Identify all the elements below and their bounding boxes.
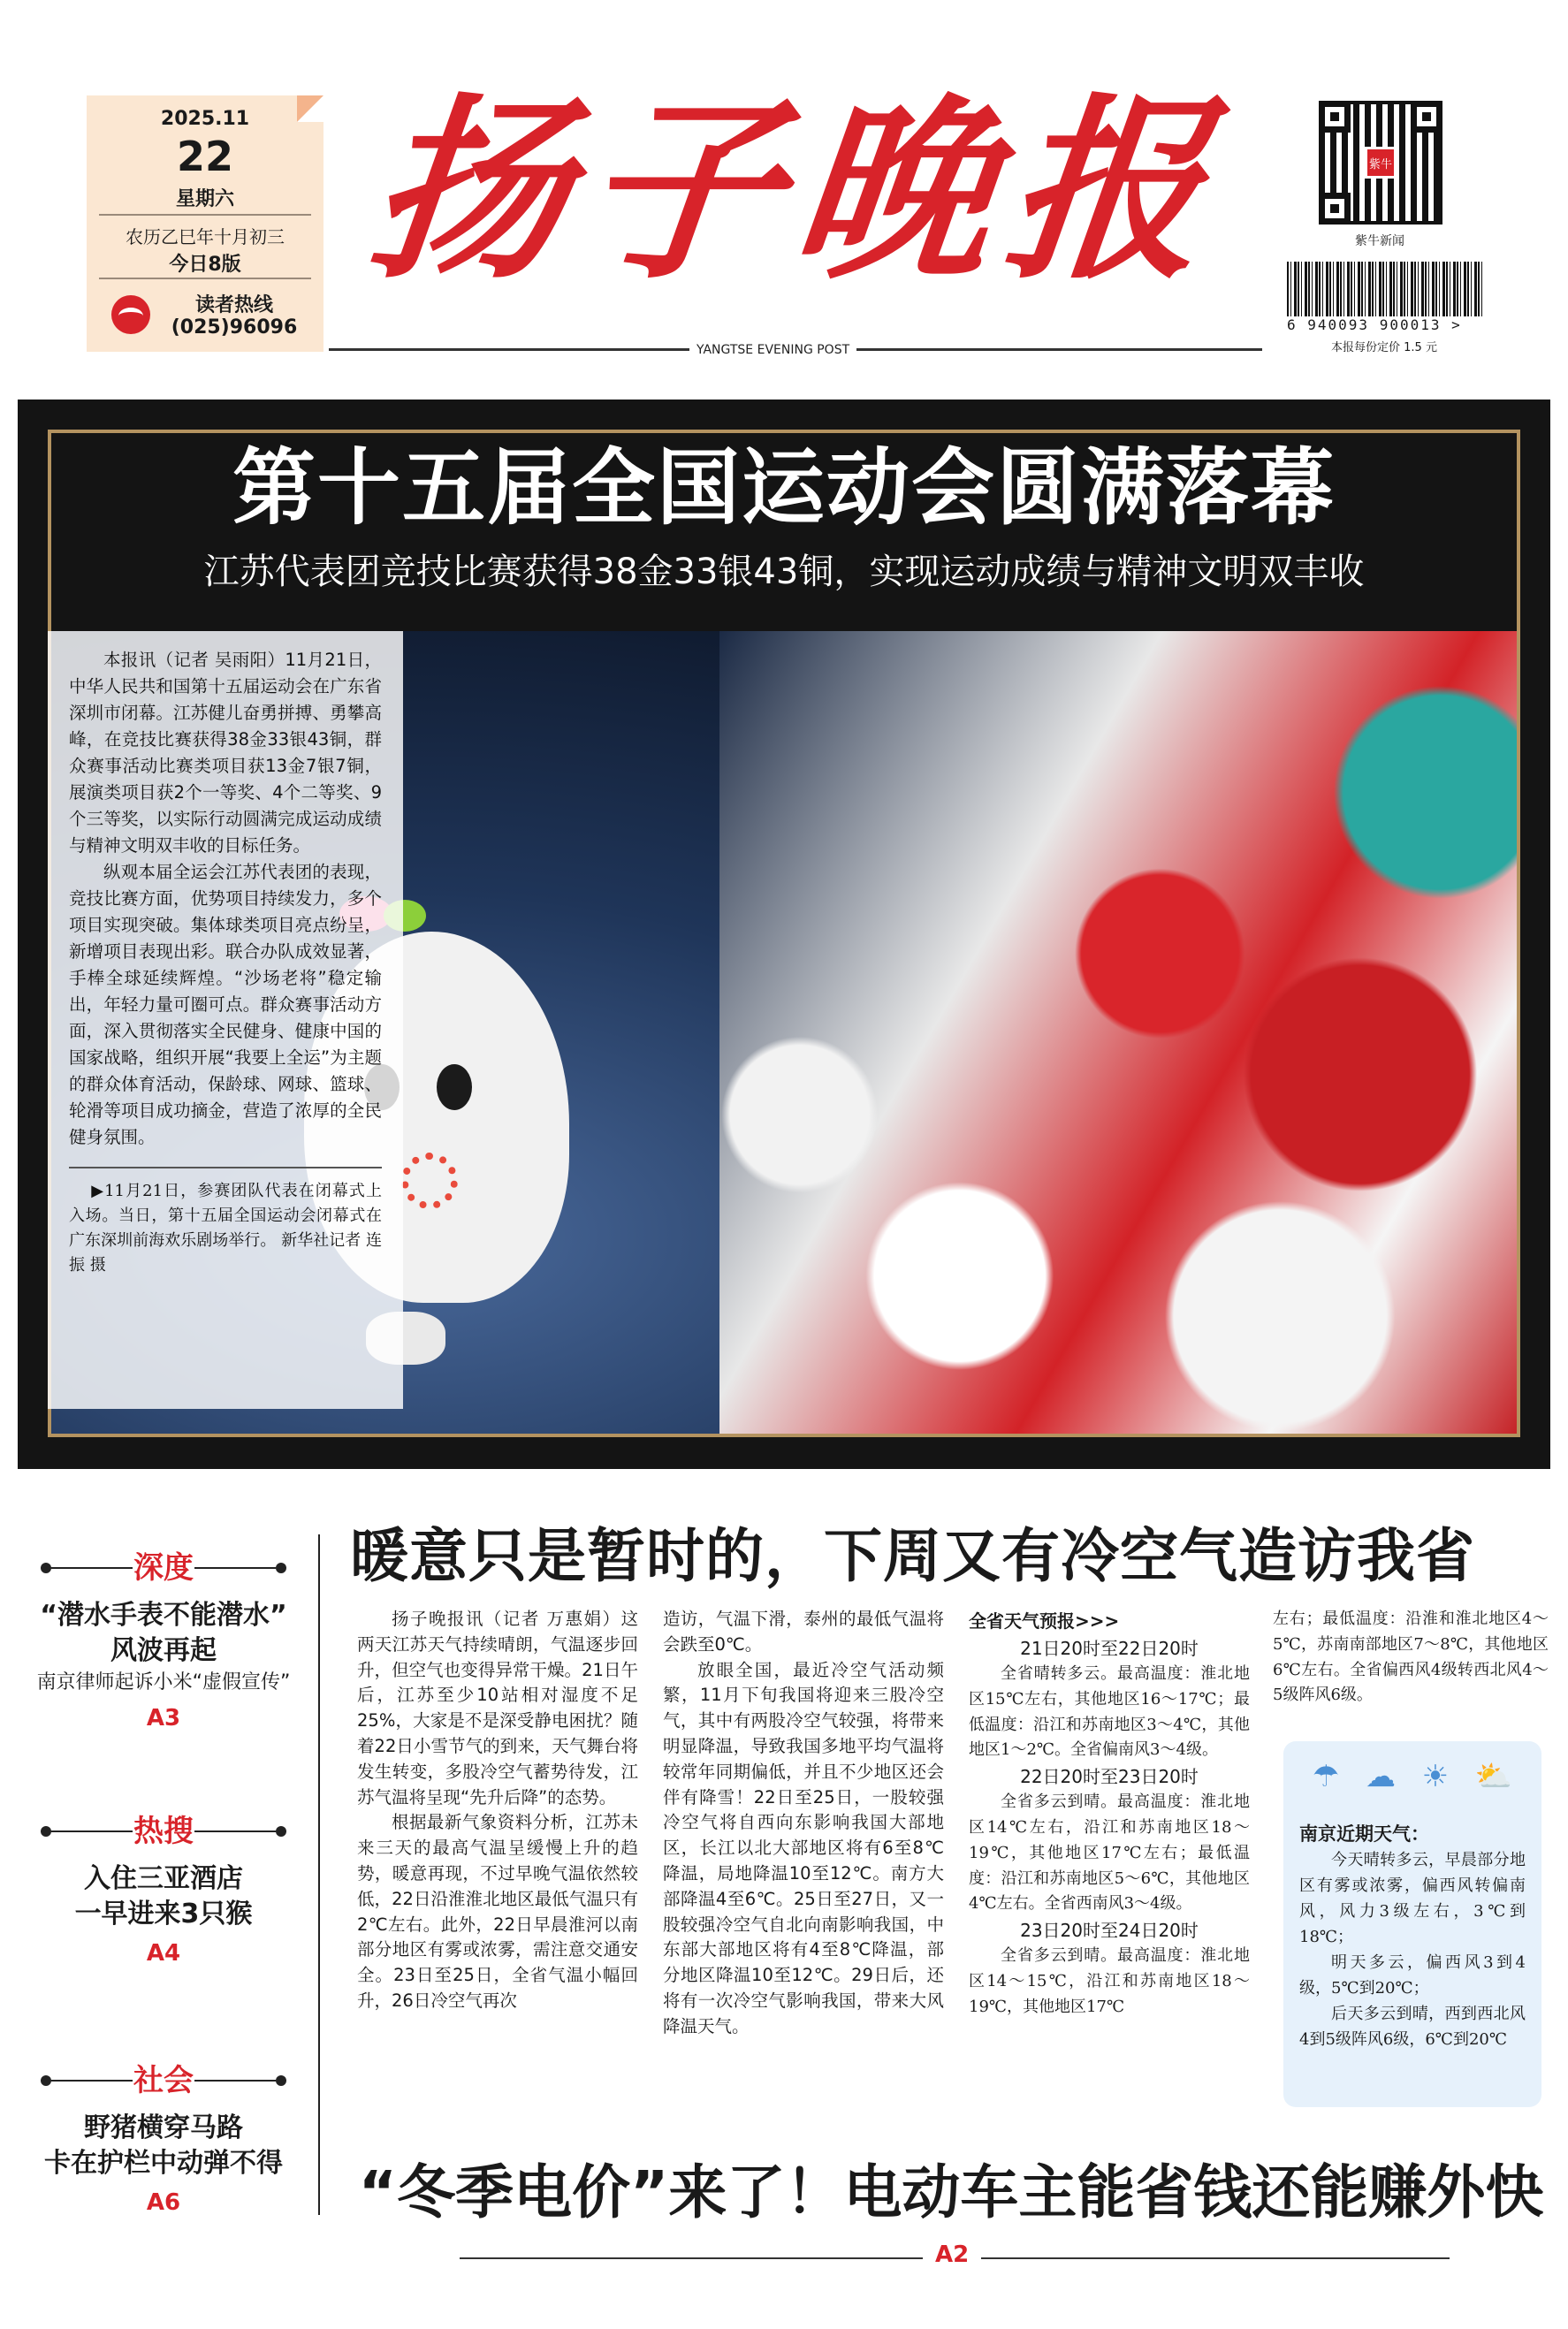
sun-icon: ☀ — [1421, 1759, 1450, 1794]
teaser-depth[interactable] — [18, 1549, 309, 1736]
forecast-text: 全省多云到晴。最高温度：淮北地区14～15℃，沿江和苏南地区18～19℃，其他地区17℃ — [969, 1946, 1250, 2016]
dot-icon — [276, 2075, 286, 2086]
hero-article-text — [48, 631, 403, 1409]
forecast-heading: 全省天气预报>>> — [969, 1610, 1120, 1632]
barcode-number: 6 940093 900013 > — [1287, 316, 1462, 333]
qr-marker — [1319, 101, 1351, 133]
story-column-2 — [663, 1607, 944, 2040]
dash — [194, 2080, 276, 2082]
forecast-period: 22日20时至23日20时 — [1020, 1766, 1199, 1788]
date-year-month: 2025.11 — [160, 108, 250, 130]
weather-day: 今天晴转多云，早晨部分地区有雾或浓雾，偏西风转偏南风，风力3级左右，3℃到18℃； — [1299, 1851, 1526, 1946]
dash — [51, 1567, 133, 1569]
section-tag-row — [18, 1812, 309, 1851]
section-tag-row — [18, 2061, 309, 2100]
cloud-sun-icon: ⛅ — [1474, 1759, 1513, 1794]
teaser-subtitle: 南京律师起诉小米“虚假宣传” — [36, 1671, 291, 1693]
teaser-title: 卡在护栏中动弹不得 — [44, 2148, 283, 2179]
forecast-period: 21日20时至22日20时 — [1020, 1638, 1199, 1659]
forecast-period: 23日20时至24日20时 — [1020, 1920, 1199, 1942]
forecast-column — [969, 1607, 1250, 2021]
date-day: 22 — [176, 133, 233, 180]
hero-story[interactable] — [18, 400, 1550, 1469]
article-paragraph: 放眼全国，最近冷空气活动频繁，11月下旬我国将迎来三股冷空气，其中有两股冷空气较强，将带来明显降温，导致我国多地平均气温将较常年同期偏低，并且不少地区还会伴有降雪！22日至25日，一股较强冷空气将自西向东影响我国大部地区，长江以北大部地区将有6至8℃降温，局地降温10至12℃。南方大部降温4至6℃。25日至27日，又一股较强冷空气自北向南影响我国，中东部大部地区将有4至8℃降温，部分地区降温10至12℃。29日后，还将有一次冷空气影响我国，带来大风降温天气。 — [663, 1659, 944, 2036]
article-paragraph: 根据最新气象资料分析，江苏未来三天的最高气温呈缓慢上升的趋势，暖意再现，不过早晚气温依然较低，22日沿淮淮北地区最低气温只有2℃左右。此外，22日早晨淮河以南部分地区有雾或浓雾，需注意交通安全。23日至25日，全省气温小幅回升，26日冷空气再次 — [357, 1812, 638, 2011]
forecast-text: 全省晴转多云。最高温度：淮北地区15℃左右，其他地区16～17℃；最低温度：沿江和苏南地区3～4℃，其他地区1～2℃。全省偏南风3～4级。 — [969, 1664, 1250, 1760]
qr-label: 紫牛新闻 — [1355, 234, 1404, 248]
dot-icon — [41, 1826, 51, 1837]
story-column-1 — [357, 1607, 638, 2014]
column-divider — [318, 1534, 320, 2215]
article-paragraph: 纵观本届全运会江苏代表团的表现，竞技比赛方面，优势项目持续发力，多个项目实现突破。集体球类项目亮点纷呈，新增项目表现出彩。联合办队成效显著，手棒全球延续辉煌。“沙场老将”稳定输出，年轻力量可圈可点。群众赛事活动方面，深入贯彻落实全民健身、健康中国的国家战略，组织开展“我要上全运”为主题的群众体育活动，保龄球、网球、篮球、轮滑等项目成功摘金，营造了浓厚的全民健身氛围。 — [69, 862, 382, 1147]
teaser-title: 入住三亚酒店 — [84, 1863, 243, 1894]
hotline-logo-icon — [111, 295, 150, 334]
dot-icon — [276, 1826, 286, 1837]
barcode-icon — [1287, 262, 1485, 316]
hero-subheadline: 江苏代表团竞技比赛获得38金33银43铜，实现运动成绩与精神文明双丰收 — [203, 552, 1365, 592]
article-paragraph: 扬子晚报讯（记者 万惠娟）这两天江苏天气持续晴朗，气温逐步回升，但空气也变得异常干燥。21日午后，江苏至少10站相对湿度不足25%，大家是不是深受静电困扰？随着22日小雪节气的到来，天气舞台将发生转变，多股冷空气蓄势待发，江苏气温将呈现“先升后降”的态势。 — [357, 1609, 638, 1808]
nanjing-weather-box — [1283, 1741, 1541, 2107]
dash — [194, 1830, 276, 1832]
dot-icon — [276, 1563, 286, 1573]
cloud-rain-icon: ☁ — [1365, 1759, 1396, 1794]
section-tag: 热搜 — [133, 1814, 194, 1849]
teaser-title: “潜水手表不能潜水” — [40, 1600, 287, 1631]
article-paragraph: 本报讯（记者 吴雨阳）11月21日，中华人民共和国第十五届运动会在广东省深圳市闭幕。江苏健儿奋勇拼搏、勇攀高峰，在竞技比赛获得38金33银43铜，群众赛事活动比赛类项目获13金7银7铜，展演类项目获2个一等奖、4个二等奖、9个三等奖，以实际行动圆满完成运动成绩与精神文明双丰收的目标任务。 — [69, 650, 382, 856]
lunar-date: 农历乙巳年十月初三 — [126, 226, 285, 247]
weather-day: 后天多云到晴，西到西北风4到5级阵风6级，6℃到20℃ — [1299, 2005, 1526, 2049]
hero-headline[interactable]: 第十五届全国运动会圆满落幕 — [232, 440, 1336, 537]
page-ref[interactable]: A2 — [923, 2241, 981, 2268]
page-ref[interactable]: A6 — [146, 2189, 181, 2216]
page-ref[interactable]: A4 — [146, 1940, 181, 1967]
teaser-society[interactable] — [18, 2061, 309, 2220]
weekday: 星期六 — [175, 188, 234, 210]
forecast-text: 全省多云到晴。最高温度：淮北地区14℃左右，沿江和苏南地区18～19℃，其他地区17℃左右；最低温度：沿江和苏南地区5～6℃，其他地区4℃左右。全省西南风3～4级。 — [969, 1792, 1250, 1914]
qr-marker — [1411, 101, 1442, 133]
hotline-label: 读者热线 — [194, 294, 273, 316]
qr-code-icon[interactable] — [1319, 101, 1442, 225]
dash — [194, 1567, 276, 1569]
photo-caption: ▶11月21日，参赛团队代表在闭幕式上入场。当日，第十五届全国运动会闭幕式在广东深圳前海欢乐剧场举行。 新华社记者 连振 摄 — [69, 1182, 382, 1275]
forecast-text: 左右；最低温度：沿淮和淮北地区4～5℃，苏南南部地区7～8℃，其他地区6℃左右。全省偏西风4级转西北风4～5级阵风6级。 — [1273, 1610, 1549, 1705]
story-headline[interactable]: 暖意只是暂时的，下周又有冷空气造访我省 — [350, 1522, 1475, 1590]
edition-count: 今日8版 — [169, 254, 241, 276]
hotline-number: (025)96096 — [171, 316, 298, 339]
dash — [51, 1830, 133, 1832]
bottom-headline[interactable]: “冬季电价”来了！电动车主能省钱还能赚外快 — [358, 2158, 1544, 2226]
teaser-trending[interactable] — [18, 1812, 309, 1971]
price: 本报每份定价 1.5 元 — [1331, 341, 1437, 354]
weather-icons — [1299, 1754, 1526, 1800]
divider — [69, 1167, 382, 1168]
teaser-title: 一早进来3只猴 — [74, 1899, 253, 1929]
dot-icon — [41, 1563, 51, 1573]
teaser-title: 风波再起 — [110, 1635, 217, 1666]
weather-text — [1299, 1847, 1526, 2052]
section-tag-row — [18, 1549, 309, 1587]
teaser-title: 野猪横穿马路 — [84, 2112, 243, 2143]
weather-title: 南京近期天气： — [1299, 1823, 1429, 1845]
qr-logo: 紫牛 — [1365, 147, 1397, 179]
section-tag: 社会 — [133, 2063, 194, 2098]
forecast-column-cont — [1273, 1607, 1549, 1709]
section-tag: 深度 — [133, 1550, 194, 1586]
weather-day: 明天多云，偏西风3到4级，5℃到20℃； — [1299, 1953, 1526, 1998]
newspaper-title-en: YANGTSE EVENING POST — [689, 343, 856, 357]
dot-icon — [41, 2075, 51, 2086]
divider — [99, 214, 311, 216]
page-ref[interactable]: A3 — [146, 1705, 181, 1732]
divider — [99, 278, 311, 279]
umbrella-rain-icon: ☂ — [1312, 1759, 1340, 1794]
dash — [51, 2080, 133, 2082]
qr-marker — [1319, 193, 1351, 225]
date-box — [87, 95, 323, 352]
newspaper-title: 扬子晚报 — [359, 76, 1232, 306]
article-paragraph: 造访，气温下滑，泰州的最低气温将会跌至0℃。 — [663, 1609, 944, 1655]
